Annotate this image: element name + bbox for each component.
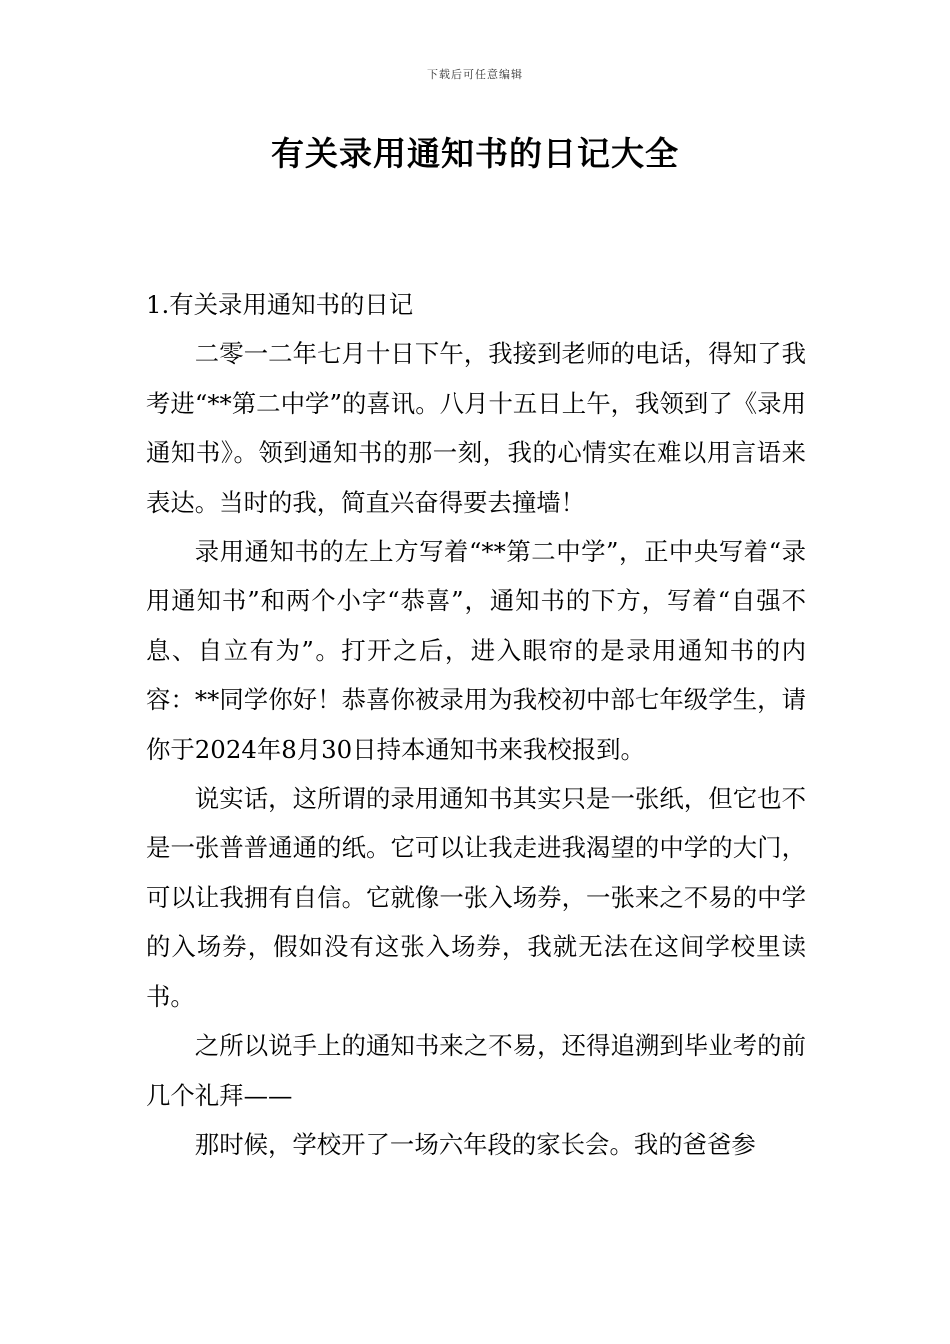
paragraph: 之所以说手上的通知书来之不易，还得追溯到毕业考的前几个礼拜——	[146, 1031, 806, 1110]
paragraph: 那时候，学校开了一场六年段的家长会。我的爸爸参	[194, 1129, 756, 1159]
document-title: 有关录用通知书的日记大全	[271, 134, 679, 173]
section-heading: 1.有关录用通知书的日记	[146, 290, 414, 319]
header-note: 下载后可任意编辑	[427, 68, 523, 81]
paragraph: 说实话，这所谓的录用通知书其实只是一张纸，但它也不是一张普普通通的纸。它可以让我走进我渴望的中学的大门，可以让我拥有自信。它就像一张入场券，一张来之不易的中学的入场券，假如没有这张入场券，我就无法在这间学校里读书。	[146, 784, 806, 1011]
paragraph: 二零一二年七月十日下午，我接到老师的电话，得知了我考进“**第二中学”的喜讯。八月十五日上午，我领到了《录用通知书》。领到通知书的那一刻，我的心情实在难以用言语来表达。当时的我，简直兴奋得要去撞墙！	[146, 339, 806, 517]
paragraph: 录用通知书的左上方写着“**第二中学”，正中央写着“录用通知书”和两个小字“恭喜”，通知书的下方，写着“自强不息、自立有为”。打开之后，进入眼帘的是录用通知书的内容：**同学你好！恭喜你被录用为我校初中部七年级学生，请你于2024年8月30日持本通知书来我校报到。	[146, 537, 806, 764]
document-body	[146, 280, 806, 1169]
